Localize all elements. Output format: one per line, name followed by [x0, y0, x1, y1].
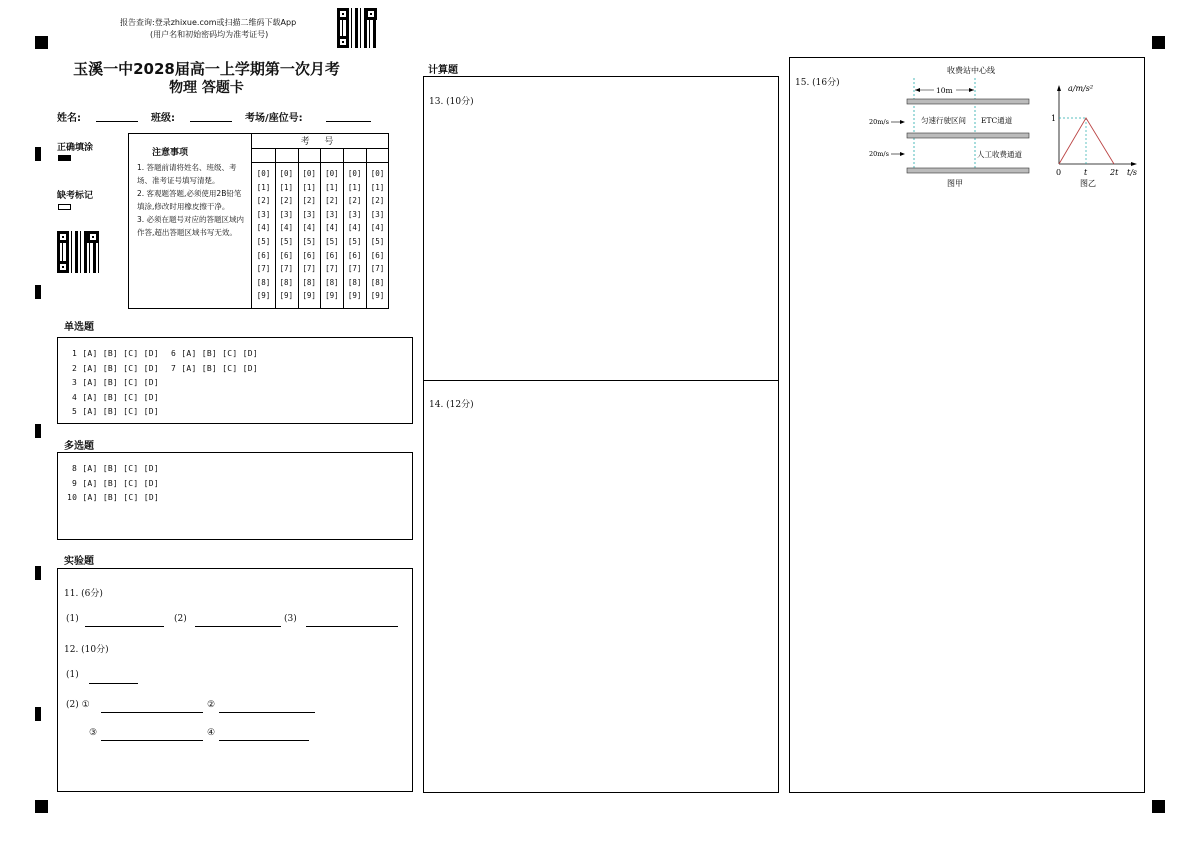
- q12-circle4-label: ④: [207, 728, 216, 738]
- registration-mark: [35, 800, 48, 813]
- y-tick-1: 1: [1051, 114, 1057, 123]
- exam-number-bubble[interactable]: [6]: [325, 250, 339, 260]
- exam-number-bubble[interactable]: [4]: [256, 223, 271, 233]
- exam-number-bubble[interactable]: [7]: [256, 264, 271, 274]
- figure-b-caption: 图乙: [1080, 179, 1096, 188]
- report-notice-line2: (用户名和初始密码均为准考证号): [150, 30, 269, 39]
- question-6-options[interactable]: 6 [A] [B] [C] [D]: [171, 349, 258, 358]
- class-field[interactable]: [190, 121, 232, 122]
- filled-bubble-example: [58, 155, 71, 161]
- exam-number-bubble[interactable]: [5]: [325, 236, 339, 246]
- speed-label-manual: 20m/s: [869, 150, 889, 158]
- exam-number-bubble[interactable]: [9]: [347, 291, 362, 301]
- timing-mark: [35, 707, 41, 721]
- question-5-options[interactable]: 5 [A] [B] [C] [D]: [72, 407, 159, 416]
- seat-field[interactable]: [326, 121, 371, 122]
- exam-number-bubble[interactable]: [4]: [347, 223, 362, 233]
- report-notice-line1: 报告查询:登录zhixue.com或扫描二维码下载App: [120, 18, 297, 27]
- exam-title: 玉溪一中2028届高一上学期第一次月考: [73, 60, 340, 78]
- q11-part1-label: (1): [66, 614, 79, 624]
- exam-number-bubble[interactable]: [0]: [347, 169, 362, 178]
- experiment-title: 实验题: [64, 556, 94, 567]
- exam-number-column: [344, 167, 366, 303]
- exam-number-bubble[interactable]: [7]: [370, 264, 385, 274]
- exam-number-bubble[interactable]: [2]: [256, 196, 271, 206]
- y-axis-arrowhead: [1057, 85, 1061, 91]
- exam-number-bubble[interactable]: [5]: [370, 236, 385, 246]
- speed-label-etc: 20m/s: [869, 118, 889, 126]
- question-2-options[interactable]: 2 [A] [B] [C] [D]: [72, 363, 159, 373]
- q14-answer-area[interactable]: [424, 381, 778, 792]
- q11-part3-blank[interactable]: [306, 626, 398, 627]
- acceleration-graph: [1046, 78, 1144, 190]
- q12-circle2-label: ②: [207, 700, 216, 710]
- exam-number-title: 考 号: [300, 137, 340, 147]
- q11-label: 11. (6分): [64, 589, 103, 599]
- exam-number-bubble[interactable]: [2]: [325, 196, 339, 206]
- q12-part1-blank[interactable]: [89, 683, 138, 684]
- q11-part2-label: (2): [174, 614, 187, 624]
- multi-choice-column: [67, 462, 159, 506]
- q12-part2-blank4[interactable]: [219, 740, 309, 741]
- notice-item-1: 1. 答题前请将姓名、班级、考场、准考证号填写清楚。: [137, 163, 237, 185]
- notice-list: [137, 161, 245, 239]
- question-3-options[interactable]: 3 [A] [B] [C] [D]: [72, 378, 159, 387]
- single-choice-left-column: [72, 347, 159, 420]
- arrowhead: [900, 120, 905, 124]
- q12-part1-label: (1): [66, 670, 79, 680]
- figure-a-caption: 图甲: [947, 179, 963, 188]
- name-field[interactable]: [96, 121, 138, 122]
- exam-number-bubble[interactable]: [1]: [325, 182, 339, 192]
- timing-mark: [35, 566, 41, 580]
- q14-label: 14. (12分): [429, 400, 474, 410]
- q12-part2-blank3[interactable]: [101, 740, 203, 741]
- exam-number-bubble[interactable]: [3]: [325, 209, 339, 219]
- class-label: 班级:: [151, 113, 175, 124]
- toll-lane-figure: [865, 62, 1040, 190]
- exam-number-bubble[interactable]: [9]: [325, 291, 339, 301]
- timing-mark: [35, 285, 41, 299]
- exam-number-bubble[interactable]: [9]: [279, 291, 294, 301]
- exam-number-bubble[interactable]: [7]: [279, 264, 294, 274]
- manual-lane-label: 人工收费通道: [977, 150, 1022, 159]
- q12-part2-blank1[interactable]: [101, 712, 203, 713]
- question-1-options[interactable]: 1 [A] [B] [C] [D]: [72, 349, 159, 358]
- exam-number-bubble[interactable]: [8]: [325, 277, 339, 287]
- exam-number-bubble[interactable]: [6]: [370, 250, 385, 260]
- lane-barrier-middle: [907, 133, 1029, 138]
- exam-number-bubble[interactable]: [5]: [347, 236, 362, 246]
- exam-number-bubble[interactable]: [0]: [325, 169, 339, 178]
- q12-part2-blank2[interactable]: [219, 712, 315, 713]
- exam-number-bubble[interactable]: [0]: [279, 169, 294, 178]
- single-choice-title: 单选题: [64, 322, 94, 333]
- q13-answer-area[interactable]: [424, 77, 778, 380]
- lane-barrier-bottom: [907, 168, 1029, 173]
- name-label: 姓名:: [57, 113, 81, 124]
- arrowhead: [900, 152, 905, 156]
- arrowhead: [969, 88, 974, 92]
- exam-number-bubble[interactable]: [1]: [347, 182, 362, 192]
- exam-number-bubble[interactable]: [7]: [347, 264, 362, 274]
- y-axis-label: a/m/s²: [1068, 84, 1094, 93]
- qr-code-icon: [337, 8, 377, 48]
- notice-title: 注意事项: [152, 148, 189, 158]
- center-line-label: 收费站中心线: [947, 66, 995, 75]
- exam-number-bubble[interactable]: [3]: [370, 209, 385, 219]
- x-axis-label: t/s: [1127, 168, 1138, 177]
- exam-number-bubble[interactable]: [2]: [370, 196, 385, 206]
- etc-lane-label: ETC通道: [981, 116, 1013, 125]
- exam-number-bubble[interactable]: [8]: [279, 277, 294, 287]
- exam-number-bubble[interactable]: [5]: [256, 236, 271, 246]
- exam-number-bubble[interactable]: [1]: [302, 182, 316, 192]
- timing-mark: [35, 424, 41, 438]
- exam-number-bubble[interactable]: [6]: [302, 250, 316, 260]
- notice-item-2: 2. 客观题答题,必须使用2B铅笔填涂,修改时用橡皮擦干净。: [137, 189, 242, 211]
- exam-number-bubble[interactable]: [6]: [347, 250, 362, 260]
- exam-number-bubble[interactable]: [0]: [256, 169, 271, 178]
- exam-number-bubble[interactable]: [5]: [302, 236, 316, 246]
- exam-number-bubble[interactable]: [7]: [325, 264, 339, 274]
- notice-item-3: 3. 必须在题号对应的答题区域内作答,超出答题区域书写无效。: [137, 215, 245, 237]
- origin-label: 0: [1056, 168, 1062, 177]
- exam-number-bubble[interactable]: [4]: [325, 223, 339, 233]
- exam-number-bubble[interactable]: [9]: [256, 291, 271, 301]
- x-tick-t: t: [1084, 168, 1088, 177]
- question-8-options[interactable]: 8 [A] [B] [C] [D]: [72, 464, 159, 473]
- exam-number-column: [253, 167, 275, 303]
- exam-number-bubble[interactable]: [3]: [347, 209, 362, 219]
- fill-example-label: 正确填涂: [57, 143, 94, 153]
- exam-number-bubble[interactable]: [1]: [370, 182, 385, 192]
- q12-circle3-label: ③: [89, 728, 98, 738]
- q11-part3-label: (3): [284, 614, 297, 624]
- exam-number-bubble[interactable]: [0]: [370, 169, 385, 178]
- exam-number-bubble[interactable]: [9]: [370, 291, 385, 301]
- x-tick-2t: 2t: [1110, 168, 1119, 177]
- exam-number-bubble[interactable]: [4]: [279, 223, 294, 233]
- exam-number-bubble[interactable]: [0]: [302, 169, 316, 178]
- q12-label: 12. (10分): [64, 645, 109, 655]
- x-axis-arrowhead: [1131, 162, 1137, 166]
- exam-number-bubble[interactable]: [8]: [370, 277, 385, 287]
- exam-number-column: [367, 167, 389, 303]
- exam-number-bubble[interactable]: [8]: [256, 277, 271, 287]
- exam-subtitle: 物理 答题卡: [169, 80, 244, 96]
- exam-number-bubble[interactable]: [5]: [279, 236, 294, 246]
- registration-mark: [1152, 36, 1165, 49]
- lane-barrier-top: [907, 99, 1029, 104]
- seat-label: 考场/座位号:: [245, 113, 303, 124]
- question-9-options[interactable]: 9 [A] [B] [C] [D]: [72, 478, 159, 488]
- q15-label: 15. (16分): [795, 78, 840, 88]
- exam-number-bubble[interactable]: [2]: [302, 196, 316, 206]
- acceleration-curve: [1059, 118, 1114, 164]
- q11-part2-blank[interactable]: [195, 626, 281, 627]
- registration-mark: [35, 36, 48, 49]
- absent-checkbox[interactable]: [58, 204, 71, 210]
- qr-code-icon: [57, 231, 99, 273]
- timing-mark: [35, 147, 41, 161]
- q11-part1-blank[interactable]: [85, 626, 164, 627]
- exam-number-bubble[interactable]: [4]: [302, 223, 316, 233]
- exam-number-bubble[interactable]: [7]: [302, 264, 316, 274]
- calculation-title: 计算题: [428, 65, 458, 76]
- exam-number-bubble[interactable]: [3]: [256, 209, 271, 219]
- q12-part2-label: (2) ①: [66, 700, 90, 710]
- exam-number-column: [321, 167, 343, 303]
- exam-number-bubble[interactable]: [8]: [347, 277, 362, 287]
- exam-number-bubble[interactable]: [2]: [347, 196, 362, 206]
- question-7-options[interactable]: 7 [A] [B] [C] [D]: [171, 363, 258, 373]
- arrowhead: [915, 88, 920, 92]
- distance-label: 10m: [936, 86, 953, 95]
- exam-number-bubble[interactable]: [8]: [302, 277, 316, 287]
- exam-number-bubble[interactable]: [3]: [302, 209, 316, 219]
- registration-mark: [1152, 800, 1165, 813]
- exam-number-column: [298, 167, 320, 303]
- exam-number-bubble[interactable]: [3]: [279, 209, 294, 219]
- absent-mark-label: 缺考标记: [57, 191, 94, 201]
- question-10-options[interactable]: 10 [A] [B] [C] [D]: [67, 493, 160, 502]
- single-choice-right-column: [171, 347, 258, 376]
- exam-number-bubble[interactable]: [2]: [279, 196, 294, 206]
- uniform-zone-label: 匀速行驶区间: [921, 116, 966, 125]
- exam-number-bubble[interactable]: [9]: [302, 291, 316, 301]
- experiment-answer-box[interactable]: [57, 568, 413, 792]
- q13-label: 13. (10分): [429, 97, 474, 107]
- exam-number-bubble[interactable]: [6]: [256, 250, 271, 260]
- exam-number-bubble[interactable]: [1]: [279, 182, 294, 192]
- exam-number-column: [275, 167, 297, 303]
- question-4-options[interactable]: 4 [A] [B] [C] [D]: [72, 392, 159, 402]
- exam-number-bubble[interactable]: [6]: [279, 250, 294, 260]
- multi-choice-title: 多选题: [64, 441, 94, 452]
- exam-number-bubble[interactable]: [4]: [370, 223, 385, 233]
- exam-number-bubble[interactable]: [1]: [256, 182, 271, 192]
